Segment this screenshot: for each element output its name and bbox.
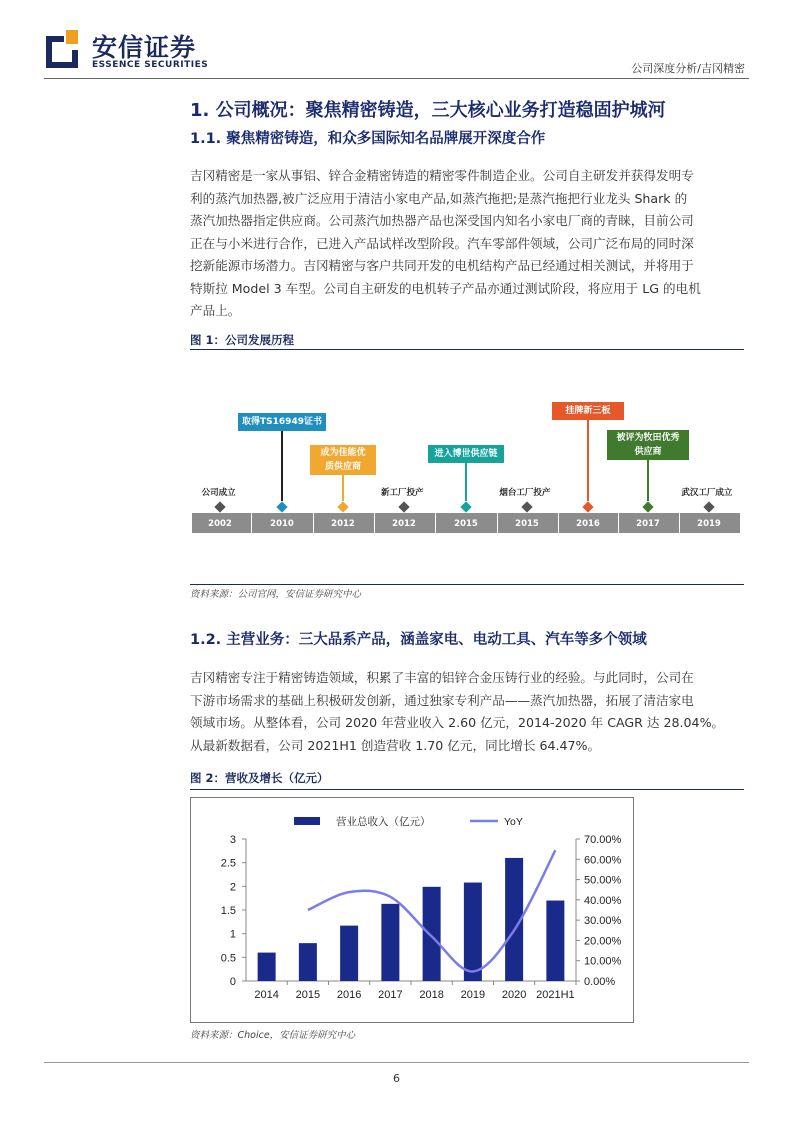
timeline-separator (251, 513, 252, 533)
y-left-tick-label: 2 (229, 881, 236, 894)
timeline-year: 2017 (636, 519, 660, 529)
timeline-event-box: 成为佳能优 质供应商 (310, 445, 376, 475)
timeline-year: 2015 (454, 519, 478, 529)
timeline-stem (465, 463, 467, 501)
timeline-event-box: 取得TS16949证书 (238, 413, 326, 431)
timeline-year: 2012 (331, 519, 355, 529)
y-left-tick-label: 2.5 (220, 857, 236, 870)
timeline-year: 2002 (208, 519, 232, 529)
x-tick-label: 2017 (378, 989, 403, 1001)
subsection-title-2: 1.2. 主营业务：三大品系产品，涵盖家电、电动工具、汽车等多个领域 (190, 632, 647, 648)
timeline-stem (587, 420, 589, 501)
para-line: 吉冈精密是一家从事铝、锌合金精密铸造的精密零件制造企业。公司自主研发并获得发明专 (190, 168, 694, 183)
revenue-bar (423, 887, 441, 981)
legend-bar-label: 营业总收入（亿元） (336, 816, 431, 828)
x-tick-label: 2021H1 (536, 989, 575, 1001)
y-right-tick-label: 50.00% (584, 874, 622, 887)
timeline-year: 2010 (270, 519, 294, 529)
timeline-marker (460, 501, 471, 512)
timeline-year: 2016 (576, 519, 600, 529)
footer-divider (44, 1062, 749, 1063)
y-left-tick-label: 0 (229, 976, 236, 988)
timeline-separator (374, 513, 375, 533)
revenue-chart (190, 797, 634, 1023)
y-right-tick-label: 0.00% (584, 976, 616, 988)
timeline-stem (342, 475, 344, 501)
y-right-tick-label: 10.00% (584, 955, 622, 968)
timeline-event-box: 进入博世供应链 (428, 445, 504, 463)
logo-english-text: ESSENCE SECURITIES (92, 60, 209, 70)
timeline-separator (435, 513, 436, 533)
timeline-separator (497, 513, 498, 533)
para-line: 从最新数据看，公司 2021H1 创造营收 1.70 亿元，同比增长 64.47%。 (190, 737, 601, 753)
legend-bar-swatch (294, 817, 320, 825)
y-left-tick-label: 1 (229, 928, 236, 941)
y-left-tick-label: 0.5 (220, 952, 236, 965)
y-right-tick-label: 70.00% (584, 834, 622, 846)
y-right-tick-label: 40.00% (584, 894, 622, 907)
timeline-event-label: 烟台工厂投产 (499, 488, 551, 498)
timeline-stem (647, 460, 649, 501)
para-line: 领域市场。从整体看，公司 2020 年营业收入 2.60 亿元，2014-2020 年 CAGR 达 28.04%。 (190, 715, 725, 730)
revenue-bar (546, 901, 564, 981)
timeline-event-label: 武汉工厂成立 (681, 488, 733, 498)
para-line: 下游市场需求的基础上积极研发创新，通过独家专利产品——蒸汽加热器，拓展了清洁家电 (190, 692, 694, 708)
timeline-year: 2012 (392, 519, 416, 529)
para-line: 吉冈精密专注于精密铸造领域，积累了丰富的铝锌合金压铸行业的经验。与此同时，公司在 (190, 670, 694, 685)
revenue-bar (299, 943, 317, 981)
y-right-tick-label: 60.00% (584, 854, 622, 867)
y-right-tick-label: 30.00% (584, 915, 622, 928)
section-title: 1. 公司概况：聚焦精密铸造，三大核心业务打造稳固护城河 (190, 100, 666, 121)
timeline-separator (618, 513, 619, 533)
para-line: 正在与小米进行合作，已进入产品试样改型阶段。汽车零部件领域，公司广泛布局的同时深 (190, 235, 694, 251)
legend-line-label: YoY (504, 816, 523, 828)
timeline-marker (337, 501, 348, 512)
timeline-separator (558, 513, 559, 533)
report-category: 公司深度分析/吉冈精密 (631, 62, 745, 75)
y-left-tick-label: 1.5 (220, 905, 236, 917)
figure-2-title: 图 2：营收及增长（亿元） (190, 771, 329, 785)
para-line: 挖新能源市场潜力。吉冈精密与客户共同开发的电机结构产品已经通过相关测试，并将用于 (190, 258, 694, 273)
revenue-bar (381, 904, 399, 981)
para-line: 蒸汽加热器指定供应商。公司蒸汽加热器产品也深受国内知名小家电厂商的青睐，目前公司 (190, 213, 694, 228)
para-line: 产品上。 (190, 303, 241, 318)
page-number: 6 (393, 1072, 400, 1085)
timeline-year: 2019 (697, 519, 721, 529)
revenue-bar (340, 926, 358, 981)
timeline-marker (276, 501, 287, 512)
timeline-marker (582, 501, 593, 512)
para-line: 特斯拉 Model 3 车型。公司自主研发的电机转子产品亦通过测试阶段，将应用于 LG 的电机 (190, 280, 701, 296)
para-line: 利的蒸汽加热器,被广泛应用于清洁小家电产品,如蒸汽拖把;是蒸汽拖把行业龙头 Shark 的 (190, 190, 688, 206)
timeline-event-box: 被评为牧田优秀 供应商 (607, 430, 689, 460)
revenue-bar (464, 883, 482, 981)
y-left-tick-label: 3 (229, 834, 236, 846)
x-tick-label: 2014 (254, 989, 279, 1001)
timeline-separator (313, 513, 314, 533)
timeline-marker (214, 501, 225, 512)
figure-2-source: 资料来源：Choice，安信证券研究中心 (190, 1030, 356, 1041)
x-tick-label: 2020 (501, 989, 527, 1001)
timeline-marker (703, 501, 714, 512)
revenue-bar (258, 953, 276, 981)
x-tick-label: 2015 (295, 989, 321, 1001)
timeline-separator (679, 513, 680, 533)
timeline-stem (281, 431, 283, 501)
figure-1-source: 资料来源：公司官网，安信证券研究中心 (190, 589, 362, 600)
x-tick-label: 2018 (419, 989, 444, 1001)
timeline-event-label: 公司成立 (201, 488, 236, 498)
timeline-marker (398, 501, 409, 512)
timeline-marker (642, 501, 653, 512)
timeline-marker (521, 501, 532, 512)
timeline-event-label: 新工厂投产 (381, 488, 424, 498)
subsection-title: 1.1. 聚焦精密铸造，和众多国际知名品牌展开深度合作 (190, 131, 546, 147)
x-tick-label: 2019 (460, 989, 486, 1001)
timeline-event-box: 挂牌新三板 (552, 402, 624, 420)
business-paragraph (190, 667, 750, 757)
figure-1-title: 图 1：公司发展历程 (190, 333, 295, 347)
timeline-year: 2015 (515, 519, 539, 529)
x-tick-label: 2016 (336, 989, 362, 1001)
figure-2-top-rule (190, 789, 744, 790)
logo-text: 安信证券 (92, 33, 197, 62)
figure-1-bottom-rule (190, 584, 744, 585)
y-right-tick-label: 20.00% (584, 935, 622, 948)
